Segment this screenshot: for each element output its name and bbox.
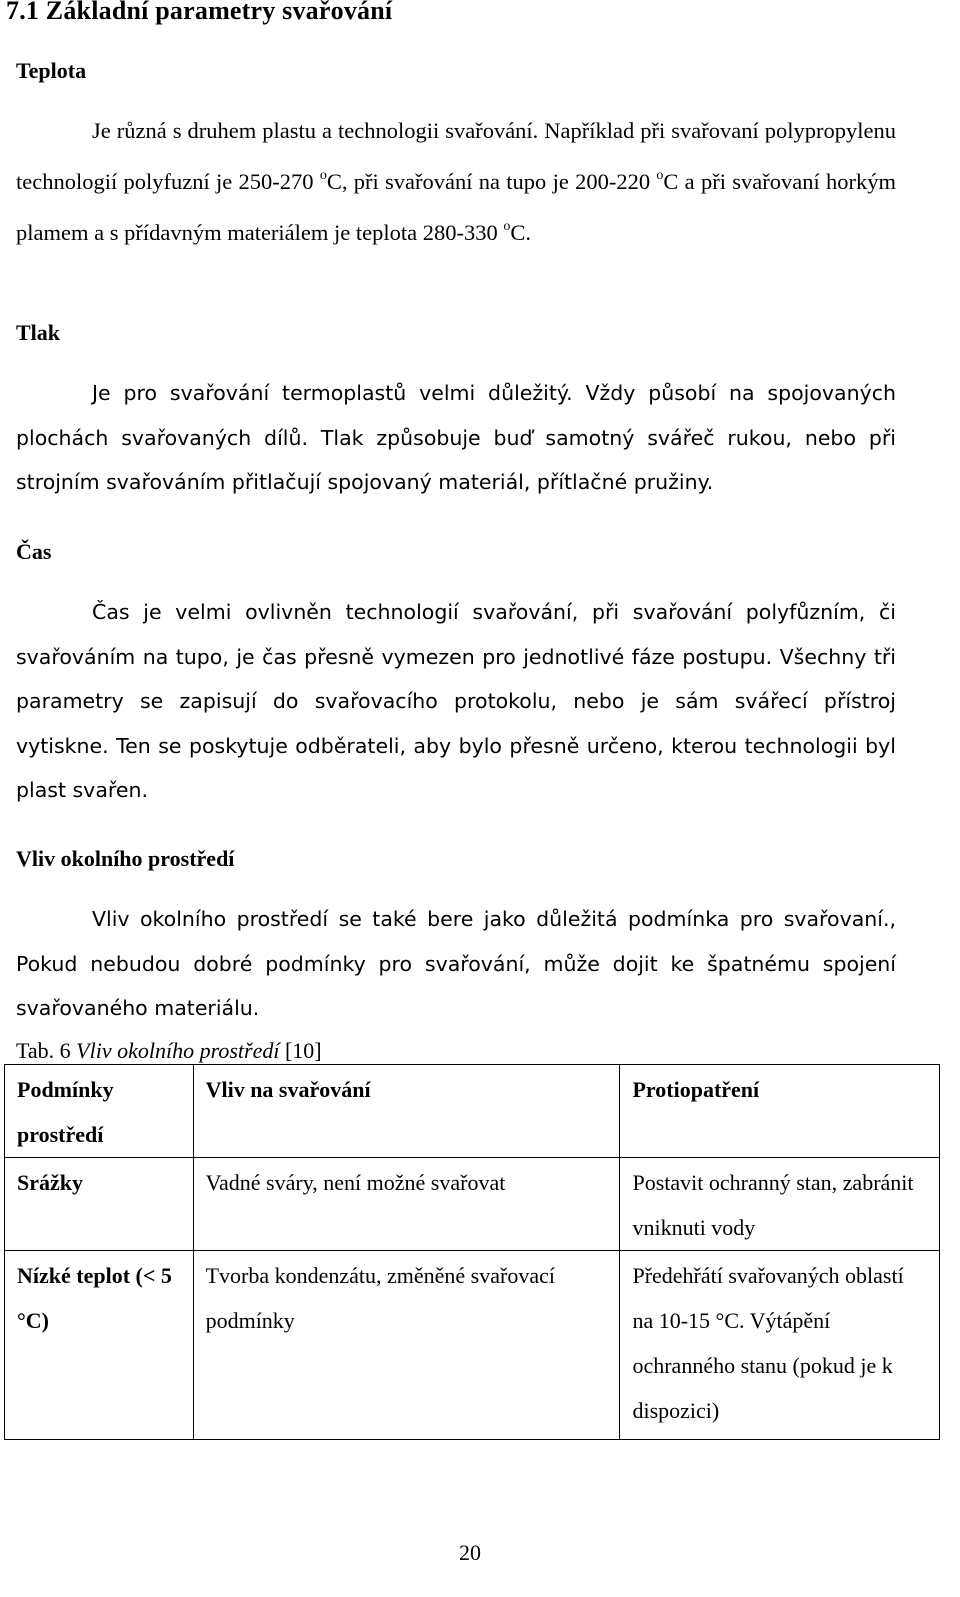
countermeasure-cell: Postavit ochranný stan, zabránit vniknuti vody xyxy=(620,1158,940,1251)
caption-ref: [10] xyxy=(279,1038,322,1063)
caption-title: Vliv okolního prostředí xyxy=(76,1038,280,1063)
table-caption xyxy=(16,1038,322,1064)
table-header-row xyxy=(5,1065,940,1158)
header-cell: Vliv na svařování xyxy=(193,1065,620,1158)
heading-cas: Čas xyxy=(16,539,52,564)
countermeasure-cell: Předehřátí svařovaných oblastí na 10-15 °C. Výtápění ochranného stanu (pokud je k dispozici) xyxy=(620,1251,940,1440)
condition-cell: Nízké teplot (< 5 °C) xyxy=(5,1251,194,1440)
condition-cell: Srážky xyxy=(5,1158,194,1251)
teplota-text-2: C, při svařování na tupo je 200-220 xyxy=(326,169,657,194)
paragraph-cas: Čas je velmi ovlivněn technologií svařování, při svařování polyfůzním, či svařováním na tupo, je čas přesně vymezen pro jednotlivé fáze postupu. Všechny tři parametry se zapisují do svařovacího protokolu, nebo je sám svářecí přístroj vytiskne. Ten se poskytuje odběrateli, aby bylo přesně určeno, kterou technologii byl plast svařen. xyxy=(16,600,896,802)
effect-cell: Tvorba kondenzátu, změněné svařovací podmínky xyxy=(193,1251,620,1440)
effect-cell: Vadné sváry, není možné svařovat xyxy=(193,1158,620,1251)
paragraph-tlak: Je pro svařování termoplastů velmi důležitý. Vždy působí na spojovaných plochách svařovaných dílů. Tlak způsobuje buď samotný svářeč rukou, nebo při strojním svařováním přitlačují spojovaný materiál, přítlačné pružiny. xyxy=(16,381,896,494)
degree-mark: o xyxy=(656,168,664,183)
table-row xyxy=(5,1158,940,1251)
heading-teplota: Teplota xyxy=(16,58,87,83)
page-number: 20 xyxy=(459,1540,481,1565)
heading-tlak: Tlak xyxy=(16,320,61,345)
conditions-table xyxy=(4,1064,940,1440)
teplota-text-3: C a při svařovaní horkým plamem a s přídavným materiálem je teplota 280-330 xyxy=(16,169,896,245)
header-cell: Podmínky prostředí xyxy=(5,1065,194,1158)
header-cell: Protiopatření xyxy=(620,1065,940,1158)
degree-mark: o xyxy=(319,168,327,183)
heading-vliv: Vliv okolního prostředí xyxy=(16,846,235,871)
section-title: 7.1 Základní parametry svařování xyxy=(6,0,393,25)
caption-prefix: Tab. 6 xyxy=(16,1038,77,1063)
paragraph-teplota xyxy=(16,108,896,255)
paragraph-vliv: Vliv okolního prostředí se také bere jako důležitá podmínka pro svařovaní., Pokud nebudou dobré podmínky pro svařování, může dojit ke špatnému spojení svařovaného materiálu. xyxy=(16,907,896,1020)
degree-mark: o xyxy=(503,219,511,234)
table-row xyxy=(5,1251,940,1440)
teplota-text-4: C. xyxy=(510,220,531,245)
teplota-text-1: Je různá s druhem plastu a technologii svařování. Například při svařovaní polypropylenu technologií polyfuzní je 250-270 xyxy=(16,118,896,194)
